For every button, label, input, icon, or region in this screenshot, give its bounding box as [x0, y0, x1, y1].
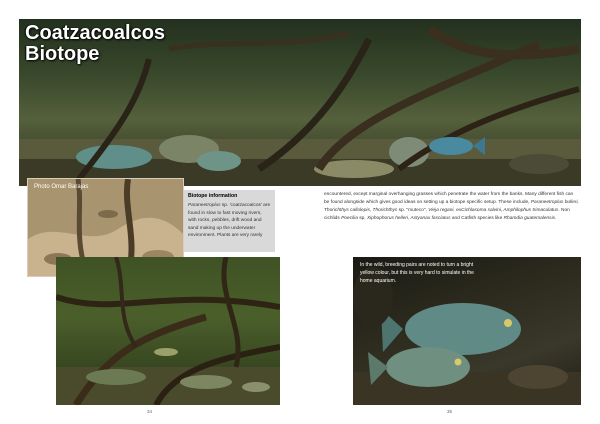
- hero-aquarium-illustration: [19, 19, 581, 186]
- hero-aquarium-photo: [19, 19, 581, 186]
- species-list: Poecilia: [341, 216, 358, 221]
- right-text-segment: and Catfish species like: [450, 216, 504, 221]
- breeding-pair-caption: In the wild, breeding pairs are noted to turn a bright yellow colour, but this is very hard to simulate in the home aquarium.: [360, 262, 474, 284]
- species-list: Xiphophorus helleri, Astyanax fasciatus: [366, 216, 451, 221]
- species-list: Paraneetroplus bulleri, Thorichthys callolepis, Thorichthys: [324, 200, 579, 213]
- inset-photo-caption: Photo Omar Barajas: [34, 184, 89, 190]
- aquarium-driftwood-illustration: [56, 257, 280, 405]
- right-text-segment: encountered, except marginal overhanging grasses which penetrate the water from the banks. Many different fish can be found alongside which gives good ideas on setting up a biotope specific setup. These include,: [324, 192, 574, 205]
- page-number-left: 34: [147, 409, 153, 414]
- page-title-line-1: Coatzacoalcos: [25, 22, 166, 44]
- biotope-info-body: [188, 202, 271, 240]
- right-column-text: [324, 191, 579, 223]
- biotope-info-text: sp. 'coatzacoalcos' are found in slow to fast moving rivers, with rocks, pebbles, drift wood and sand making up the underwater environment. Plants are very rarely: [188, 203, 271, 239]
- right-text-segment: sp. "muteco",: [397, 208, 429, 213]
- page-number-right: 35: [447, 409, 453, 414]
- biotope-info-heading: Biotope information: [188, 193, 238, 199]
- page-title-line-2: Biotope: [25, 43, 100, 65]
- species-name: Paraneetroplus: [188, 203, 221, 208]
- right-text-segment: sp,: [357, 216, 367, 221]
- right-text-segment: . Non cichlids: [324, 208, 570, 221]
- species-list: Rhamdia guatemalensis: [503, 216, 556, 221]
- right-text-segment: .: [555, 216, 557, 221]
- aquarium-driftwood-photo: [56, 257, 280, 405]
- biotope-info-box: [184, 190, 275, 252]
- species-list: Vieja regani, exCichlasoma salvini, Amphilophus trimaculatus: [428, 208, 559, 213]
